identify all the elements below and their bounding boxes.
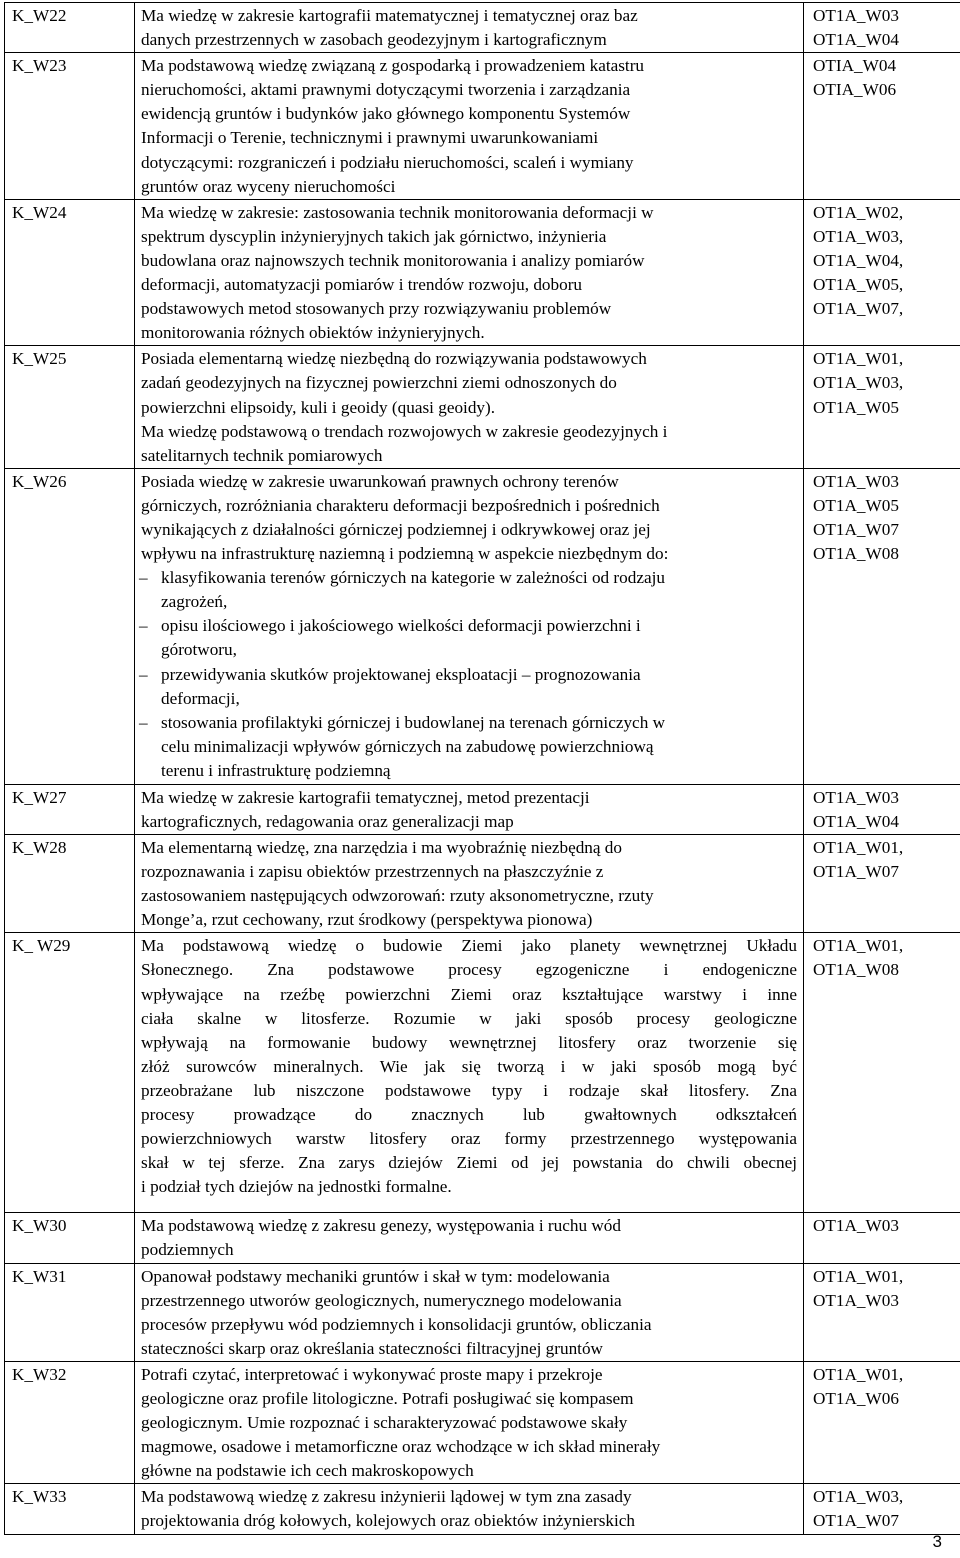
description-line: wpływu na infrastrukturę naziemną i podziemną w aspekcie niezbędnym do: [141, 544, 669, 564]
table-row [5, 3, 960, 53]
reference-code: OT1A_W07 [813, 519, 899, 539]
outcome-references [804, 1484, 960, 1534]
outcome-description [135, 199, 804, 346]
outcome-references [804, 834, 960, 932]
outcome-references [804, 784, 960, 834]
description-line: podziemnych [141, 1240, 234, 1260]
outcome-references [804, 53, 960, 200]
description-line: Ma podstawową wiedzę związaną z gospodarką i prowadzeniem katastru [141, 56, 645, 76]
table-row [5, 834, 960, 932]
description-line: Posiada elementarną wiedzę niezbędną do rozwiązywania podstawowych [141, 349, 647, 369]
description-line: Ma elementarną wiedzę, zna narzędzia i ma wyobraźnię niezbędną do [141, 837, 622, 857]
outcome-description [135, 1484, 804, 1534]
reference-code: OT1A_W05, [813, 275, 904, 295]
description-line: Opanował podstawy mechaniki gruntów i skał w tym: modelowania [141, 1266, 610, 1286]
list-item [141, 663, 797, 711]
learning-outcomes-table [4, 2, 960, 1535]
list-item-line: górotworu, [161, 640, 237, 660]
description-line: powierzchniowych warstw litosfery oraz formy przestrzennego występowania [141, 1129, 797, 1149]
table-row [5, 346, 960, 468]
outcome-references [804, 199, 960, 346]
outcome-references [804, 3, 960, 53]
description-line: geologicznym. Umie rozpoznać i scharakteryzować podstawowe skały [141, 1413, 628, 1433]
description-line: Potrafi czytać, interpretować i wykonywać proste mapy i przekroje [141, 1364, 603, 1384]
description-line: dotyczącymi: rozgraniczeń i podziału nieruchomości, scaleń i wymiany [141, 152, 634, 172]
table-row [5, 53, 960, 200]
description-line: podstawowych metod stosowanych przy rozwiązywaniu problemów [141, 299, 612, 319]
table-body [5, 3, 960, 1535]
description-line: przestrzennego utworów geologicznych, numerycznego modelowania [141, 1290, 622, 1310]
description-line: ewidencją gruntów i budynków jako głównego komponentu Systemów [141, 104, 631, 124]
reference-code: OT1A_W01, [813, 837, 904, 857]
outcome-references [804, 1263, 960, 1361]
outcome-code: K_W28 [5, 834, 135, 932]
outcome-code: K_W33 [5, 1484, 135, 1534]
outcome-description [135, 53, 804, 200]
list-item [141, 711, 797, 783]
table-row [5, 933, 960, 1213]
list-item [141, 614, 797, 662]
description-line: i podział tych dziejów na jednostki formalne. [141, 1177, 452, 1197]
description-line: Posiada wiedzę w zakresie uwarunkowań prawnych ochrony terenów [141, 471, 619, 491]
list-item-line: celu minimalizacji wpływów górniczych na zabudowę powierzchniową [161, 736, 654, 756]
reference-code: OT1A_W08 [813, 960, 899, 980]
description-line: górniczych, rozróżniania charakteru deformacji bezpośrednich i pośrednich [141, 495, 660, 515]
list-item-line: – opisu ilościowego i jakościowego wielkości deformacji powierzchni i [161, 616, 641, 636]
reference-code: OT1A_W03 [813, 6, 899, 25]
outcome-description [135, 1361, 804, 1483]
description-line: zadań geodezyjnych na fizycznej powierzchni ziemi odnoszonych do [141, 373, 617, 393]
description-line: powierzchni elipsoidy, kuli i geoidy (quasi geoidy). [141, 397, 496, 417]
outcome-code: K_W24 [5, 199, 135, 346]
description-line: monitorowania różnych obiektów inżynieryjnych. [141, 323, 485, 343]
reference-code: OTIA_W06 [813, 80, 897, 100]
reference-code: OT1A_W03, [813, 226, 904, 246]
outcome-description [135, 1263, 804, 1361]
description-line: danych przestrzennych w zasobach geodezyjnym i kartograficznym [141, 30, 607, 50]
description-line: Ma podstawową wiedzę z zakresu inżynierii lądowej w tym zna zasady [141, 1487, 632, 1507]
description-line: Ma podstawową wiedzę o budowie Ziemi jako planety wewnętrznej Układu [141, 936, 797, 956]
table-row [5, 199, 960, 346]
reference-code: OT1A_W03, [813, 373, 904, 393]
list-item-line: – przewidywania skutków projektowanej eksploatacji – prognozowania [161, 664, 641, 684]
outcome-description [135, 834, 804, 932]
reference-code: OT1A_W07, [813, 299, 904, 319]
reference-code: OT1A_W03, [813, 1487, 904, 1507]
outcome-code: K_W22 [5, 3, 135, 53]
description-line: Ma wiedzę podstawową o trendach rozwojowych w zakresie geodezyjnych i [141, 421, 668, 441]
description-line: rozpoznawania i zapisu obiektów przestrzennych na płaszczyźnie z [141, 862, 604, 882]
table-row [5, 1484, 960, 1534]
outcome-code: K_W26 [5, 468, 135, 784]
reference-code: OT1A_W04 [813, 811, 899, 831]
description-line: zastosowaniem następujących odwzorowań: rzuty aksonometryczne, rzuty [141, 886, 654, 906]
description-line: kartograficznych, redagowania oraz generalizacji map [141, 811, 514, 831]
description-line: Ma podstawową wiedzę z zakresu genezy, występowania i ruchu wód [141, 1216, 621, 1236]
description-line: gruntów oraz wyceny nieruchomości [141, 176, 396, 196]
outcome-references [804, 933, 960, 1213]
description-line: przeobrażane lub niszczone podstawowe typy i rodzaje skał litosfery. Zna [141, 1080, 797, 1100]
outcome-description [135, 933, 804, 1213]
outcome-code: K_W31 [5, 1263, 135, 1361]
outcome-code: K_W27 [5, 784, 135, 834]
description-line: projektowania dróg kołowych, kolejowych oraz obiektów inżynierskich [141, 1511, 636, 1531]
reference-code: OT1A_W01, [813, 1364, 904, 1384]
outcome-code: K_W32 [5, 1361, 135, 1483]
list-item-line: deformacji, [161, 688, 240, 708]
description-line: procesy prowadzące do znacznych lub gwałtownych odkształceń [141, 1105, 797, 1124]
description-line: Monge’a, rzut cechowany, rzut środkowy (perspektywa pionowa) [141, 910, 593, 930]
table-row [5, 1361, 960, 1483]
outcome-references [804, 1361, 960, 1483]
reference-code: OT1A_W03 [813, 471, 899, 491]
description-line: główne na podstawie ich cech makroskopowych [141, 1461, 474, 1481]
reference-code: OT1A_W05 [813, 397, 899, 417]
description-line: stateczności skarp oraz określania stateczności filtracyjnej gruntów [141, 1338, 603, 1358]
description-line: Informacji o Terenie, technicznymi i prawnymi uwarunkowaniami [141, 128, 599, 148]
table-row [5, 1213, 960, 1263]
description-line: procesów przepływu wód podziemnych i konsolidacji gruntów, obliczania [141, 1314, 652, 1334]
outcome-code: K_ W29 [5, 933, 135, 1213]
description-line: spektrum dyscyplin inżynieryjnych takich jak górnictwo, inżynieria [141, 226, 607, 246]
list-item-line: terenu i infrastrukturę podziemną [161, 760, 391, 780]
description-line: budowlana oraz najnowszych technik monitorowania i analizy pomiarów [141, 250, 645, 270]
description-line: wpływające na rzeźbę powierzchni Ziemi oraz kształtujące warstwy i inne [141, 984, 797, 1004]
table-row [5, 468, 960, 784]
description-line: deformacji, automatyzacji pomiarów i trendów rozwoju, doboru [141, 275, 583, 295]
reference-code: OT1A_W07 [813, 1511, 899, 1531]
description-line: Ma wiedzę w zakresie: zastosowania technik monitorowania deformacji w [141, 202, 654, 222]
reference-code: OT1A_W03 [813, 1216, 899, 1236]
outcome-code: K_W23 [5, 53, 135, 200]
reference-code: OT1A_W04 [813, 30, 899, 50]
description-line: ciała skalne w litosferze. Rozumie w jaki sposób procesy geologiczne [141, 1008, 797, 1028]
outcome-code: K_W30 [5, 1213, 135, 1263]
list-item-line: – stosowania profilaktyki górniczej i budowlanej na terenach górniczych w [161, 712, 665, 732]
description-line: geologiczne oraz profile litologiczne. Potrafi posługiwać się kompasem [141, 1389, 634, 1408]
reference-code: OT1A_W07 [813, 862, 899, 882]
description-line: wpływają na formowanie budowy wewnętrznej litosfery oraz tworzenie się [141, 1032, 797, 1052]
list-item-line: – klasyfikowania terenów górniczych na kategorie w zależności od rodzaju [161, 568, 665, 588]
table-row [5, 784, 960, 834]
dash-list [141, 566, 797, 783]
reference-code: OT1A_W03 [813, 1290, 899, 1310]
reference-code: OT1A_W06 [813, 1389, 899, 1408]
outcome-description [135, 784, 804, 834]
outcome-references [804, 468, 960, 784]
reference-code: OT1A_W03 [813, 787, 899, 807]
description-line: nieruchomości, aktami prawnymi dotyczącymi tworzenia i zarządzania [141, 80, 631, 100]
reference-code: OT1A_W01, [813, 349, 904, 369]
reference-code: OT1A_W01, [813, 1266, 904, 1286]
description-line: złóż surowców mineralnych. Wie jak się tworzą i w jaki sposób mogą być [141, 1056, 797, 1076]
description-line: Ma wiedzę w zakresie kartografii matematycznej i tematycznej oraz baz [141, 6, 638, 25]
reference-code: OT1A_W01, [813, 936, 904, 956]
reference-code: OT1A_W04, [813, 250, 904, 270]
reference-code: OT1A_W08 [813, 544, 899, 564]
description-line: magmowe, osadowe i metamorficzne oraz wchodzące w ich skład minerały [141, 1437, 661, 1457]
outcome-references [804, 1213, 960, 1263]
description-line: Ma wiedzę w zakresie kartografii tematycznej, metod prezentacji [141, 787, 590, 807]
reference-code: OT1A_W05 [813, 495, 899, 515]
outcome-code: K_W25 [5, 346, 135, 468]
table-row [5, 1263, 960, 1361]
reference-code: OT1A_W02, [813, 202, 904, 222]
description-line: satelitarnych technik pomiarowych [141, 445, 383, 465]
list-item-line: zagrożeń, [161, 592, 228, 612]
description-line: wynikających z działalności górniczej podziemnej i odkrywkowej oraz jej [141, 519, 651, 539]
outcome-description [135, 1213, 804, 1263]
reference-code: OTIA_W04 [813, 56, 897, 76]
outcome-description [135, 3, 804, 53]
list-item [141, 566, 797, 614]
page-number: 3 [932, 1532, 942, 1551]
outcome-description [135, 346, 804, 468]
outcome-description [135, 468, 804, 784]
outcome-references [804, 346, 960, 468]
description-line: Słonecznego. Zna podstawowe procesy egzogeniczne i endogeniczne [141, 960, 797, 980]
description-line: skał w tej sferze. Zna zarys dziejów Ziemi od jej powstania do chwili obecnej [141, 1153, 797, 1173]
